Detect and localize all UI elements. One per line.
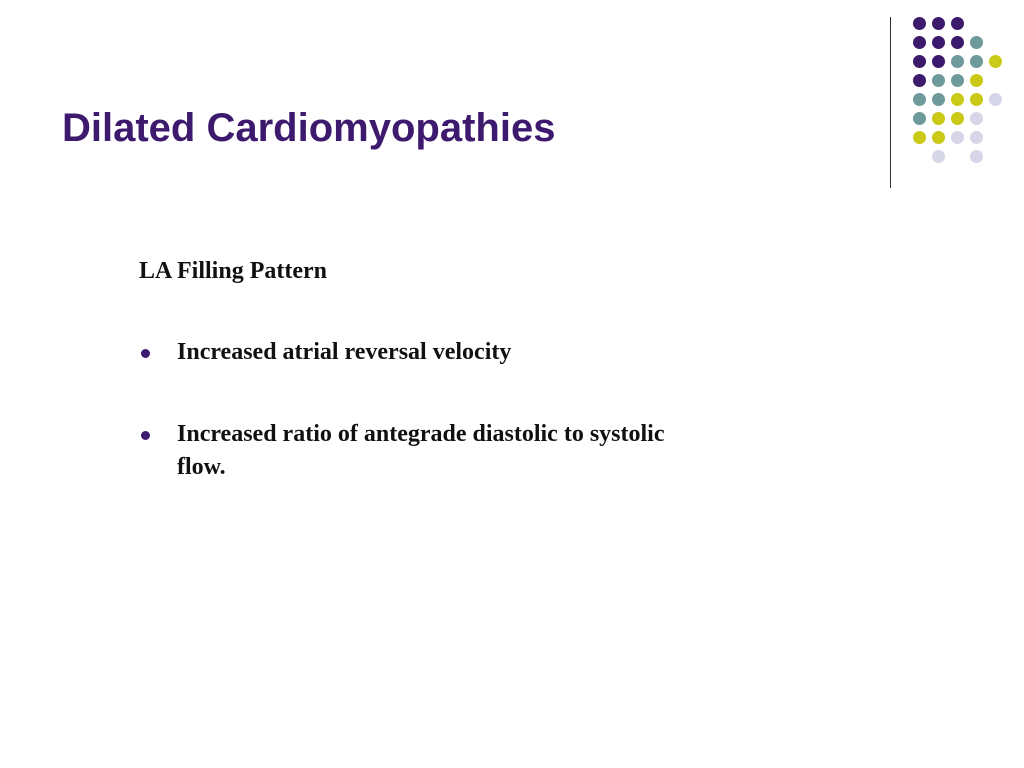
decorative-dot bbox=[970, 150, 983, 163]
slide-body bbox=[139, 254, 699, 533]
decorative-dot bbox=[970, 74, 983, 87]
subheading: LA Filling Pattern bbox=[139, 258, 327, 284]
decorative-dot bbox=[932, 93, 945, 106]
bullet-icon bbox=[141, 431, 150, 440]
slide-title: Dilated Cardiomyopathies bbox=[62, 106, 556, 150]
bullet-item bbox=[139, 336, 699, 369]
bullet-item bbox=[139, 418, 699, 484]
decorative-dot bbox=[913, 36, 926, 49]
decorative-dot bbox=[932, 74, 945, 87]
bullet-list bbox=[139, 336, 699, 484]
decorative-dot bbox=[913, 112, 926, 125]
decorative-dot bbox=[932, 150, 945, 163]
decorative-dot bbox=[989, 55, 1002, 68]
decorative-dot bbox=[970, 112, 983, 125]
decorative-dot bbox=[951, 131, 964, 144]
decorative-dot bbox=[913, 55, 926, 68]
decorative-dot bbox=[932, 55, 945, 68]
decorative-dot bbox=[951, 55, 964, 68]
decorative-dot bbox=[951, 93, 964, 106]
decorative-dot bbox=[970, 93, 983, 106]
decorative-dot bbox=[932, 36, 945, 49]
decorative-dot-pattern bbox=[0, 0, 1024, 200]
decorative-dot bbox=[913, 17, 926, 30]
decorative-dot bbox=[951, 112, 964, 125]
decorative-dot bbox=[951, 74, 964, 87]
decorative-dot bbox=[932, 112, 945, 125]
decorative-dot bbox=[913, 131, 926, 144]
decorative-dot bbox=[913, 93, 926, 106]
bullet-icon bbox=[141, 349, 150, 358]
decorative-dot bbox=[951, 36, 964, 49]
decorative-dot bbox=[932, 131, 945, 144]
decorative-dot bbox=[989, 93, 1002, 106]
decorative-dot bbox=[913, 74, 926, 87]
decorative-dot bbox=[970, 36, 983, 49]
decorative-dot bbox=[970, 131, 983, 144]
decorative-dot bbox=[932, 17, 945, 30]
decorative-dot bbox=[951, 17, 964, 30]
bullet-text: Increased ratio of antegrade diastolic to systolic flow. bbox=[177, 421, 665, 480]
decorative-dot bbox=[970, 55, 983, 68]
bullet-text: Increased atrial reversal velocity bbox=[177, 339, 512, 365]
